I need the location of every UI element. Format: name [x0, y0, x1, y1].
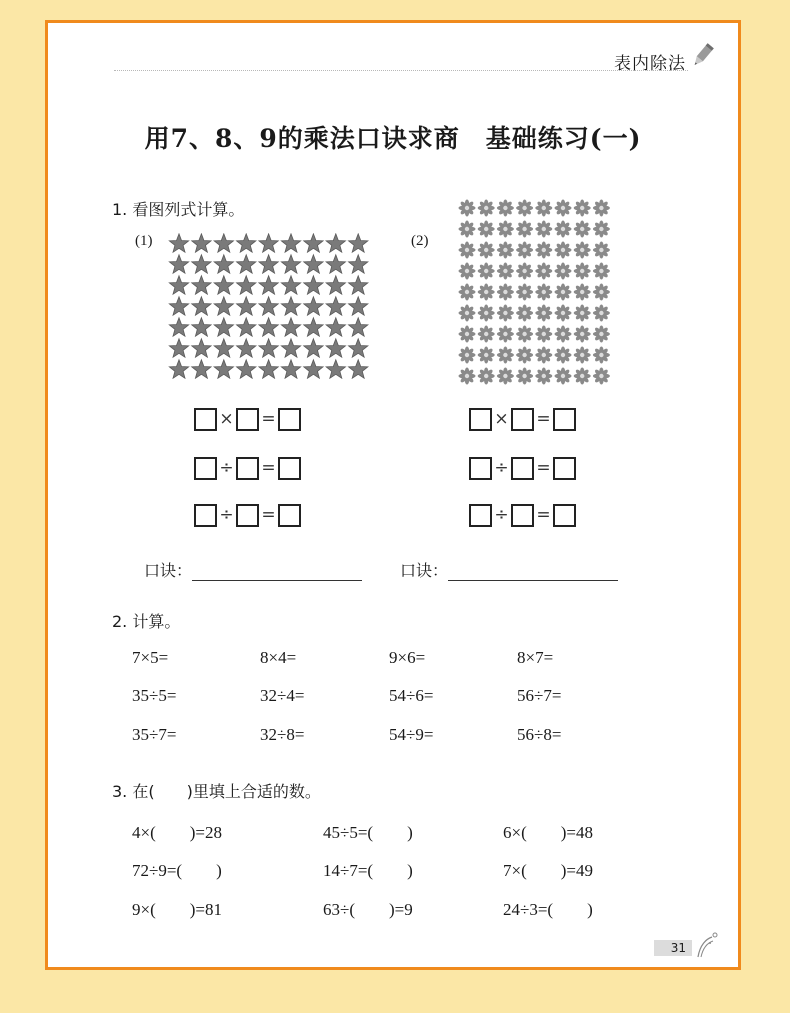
answer-box[interactable] [236, 457, 259, 480]
calc-item: 9×6= [389, 648, 426, 667]
flower-icon [555, 242, 572, 259]
answer-box[interactable] [469, 457, 492, 480]
star-icon [259, 255, 278, 273]
answer-box[interactable] [511, 457, 534, 480]
flower-icon [459, 284, 476, 301]
star-icon [349, 255, 368, 273]
flower-icon [574, 284, 591, 301]
star-icon [214, 234, 233, 252]
star-icon [349, 297, 368, 315]
equation-row [194, 502, 301, 528]
answer-box[interactable] [553, 408, 576, 431]
fill-blank-item: 6×( )=48 [503, 823, 593, 842]
fill-blank-item: 7×( )=49 [503, 861, 593, 880]
fill-blank-item: 4×( )=28 [132, 823, 222, 842]
flower-icon [593, 242, 610, 259]
operator: × [494, 409, 509, 429]
star-icon [169, 339, 188, 357]
flower-icon [459, 305, 476, 322]
star-icon [349, 360, 368, 378]
fill-blank-item: 9×( )=81 [132, 900, 222, 919]
star-icon [169, 297, 188, 315]
pencil-icon [690, 41, 716, 69]
koujue-label: 口诀： [144, 561, 193, 580]
flower-icon [574, 242, 591, 259]
star-icon [192, 339, 211, 357]
answer-box[interactable] [278, 408, 301, 431]
flower-icon [593, 263, 610, 280]
flower-icon [497, 263, 514, 280]
fill-blank-item: 14÷7=( ) [323, 861, 413, 880]
operator: ÷ [219, 505, 234, 525]
flower-icon [593, 221, 610, 238]
operator: ÷ [219, 458, 234, 478]
flower-icon [555, 368, 572, 385]
equals-sign: = [536, 409, 551, 429]
flower-grid [458, 199, 613, 389]
flower-icon [593, 368, 610, 385]
fill-blank-item: 63÷( )=9 [323, 900, 413, 919]
flower-icon [497, 242, 514, 259]
q1-heading: 1. 看图列式计算。 [112, 200, 245, 219]
flower-icon [478, 263, 495, 280]
fill-blank-item: 45÷5=( ) [323, 823, 413, 842]
flower-icon [478, 284, 495, 301]
answer-box[interactable] [236, 408, 259, 431]
flower-icon [459, 221, 476, 238]
star-icon [326, 360, 345, 378]
operator: ÷ [494, 505, 509, 525]
star-grid [168, 233, 370, 379]
flower-icon [516, 347, 533, 364]
flower-icon [574, 263, 591, 280]
flower-icon [516, 221, 533, 238]
star-icon [214, 297, 233, 315]
flower-icon [555, 284, 572, 301]
page-title: 用7、8、9的乘法口诀求商 基础练习(一) [144, 124, 642, 153]
koujue-answer-line[interactable] [448, 564, 618, 581]
calc-item: 56÷7= [517, 686, 562, 705]
flower-icon [497, 368, 514, 385]
star-icon [304, 276, 323, 294]
flower-icon [555, 263, 572, 280]
flower-icon [459, 200, 476, 217]
star-icon [259, 297, 278, 315]
q1-part2-label: (2) [411, 233, 429, 249]
flower-icon [535, 347, 552, 364]
star-icon [281, 339, 300, 357]
star-icon [214, 339, 233, 357]
flower-icon [593, 326, 610, 343]
star-icon [259, 234, 278, 252]
star-icon [237, 339, 256, 357]
flower-icon [574, 326, 591, 343]
koujue-label: 口诀： [400, 561, 449, 580]
flower-icon [535, 221, 552, 238]
star-icon [281, 297, 300, 315]
calc-item: 8×7= [517, 648, 554, 667]
flower-icon [516, 200, 533, 217]
star-icon [349, 318, 368, 336]
star-icon [281, 360, 300, 378]
equation-row [194, 406, 301, 432]
header-divider [114, 70, 688, 71]
star-icon [304, 318, 323, 336]
flower-icon [516, 242, 533, 259]
star-icon [304, 360, 323, 378]
answer-box[interactable] [278, 504, 301, 527]
flower-icon [535, 284, 552, 301]
star-icon [326, 339, 345, 357]
flower-icon [535, 200, 552, 217]
operator: ÷ [494, 458, 509, 478]
equals-sign: = [536, 458, 551, 478]
flower-icon [478, 242, 495, 259]
star-icon [349, 276, 368, 294]
fill-blank-item: 72÷9=( ) [132, 861, 222, 880]
star-icon [326, 276, 345, 294]
swirl-icon [694, 931, 720, 959]
star-icon [214, 276, 233, 294]
flower-icon [459, 263, 476, 280]
star-icon [192, 318, 211, 336]
flower-icon [535, 368, 552, 385]
answer-box[interactable] [469, 408, 492, 431]
star-icon [237, 297, 256, 315]
star-icon [214, 255, 233, 273]
star-icon [259, 339, 278, 357]
equals-sign: = [261, 458, 276, 478]
star-icon [169, 360, 188, 378]
equation-row [469, 502, 576, 528]
calc-item: 56÷8= [517, 725, 562, 744]
star-icon [326, 234, 345, 252]
star-icon [237, 234, 256, 252]
star-icon [169, 318, 188, 336]
star-icon [304, 255, 323, 273]
flower-icon [574, 368, 591, 385]
answer-box[interactable] [511, 408, 534, 431]
koujue-answer-line[interactable] [192, 564, 362, 581]
star-icon [326, 297, 345, 315]
flower-icon [497, 200, 514, 217]
star-icon [259, 318, 278, 336]
answer-box[interactable] [194, 457, 217, 480]
star-icon [259, 360, 278, 378]
flower-icon [535, 242, 552, 259]
star-icon [281, 234, 300, 252]
flower-icon [478, 221, 495, 238]
flower-icon [535, 326, 552, 343]
flower-icon [478, 305, 495, 322]
flower-icon [478, 347, 495, 364]
flower-icon [497, 221, 514, 238]
calc-item: 54÷6= [389, 686, 434, 705]
flower-icon [593, 284, 610, 301]
flower-icon [459, 326, 476, 343]
calc-item: 7×5= [132, 648, 169, 667]
koujue-right [400, 558, 618, 581]
flower-icon [478, 200, 495, 217]
star-icon [237, 255, 256, 273]
answer-box[interactable] [194, 504, 217, 527]
flower-icon [555, 326, 572, 343]
star-icon [281, 255, 300, 273]
flower-icon [593, 200, 610, 217]
star-icon [304, 234, 323, 252]
star-icon [169, 234, 188, 252]
star-icon [237, 276, 256, 294]
flower-icon [478, 326, 495, 343]
flower-icon [516, 368, 533, 385]
flower-icon [459, 368, 476, 385]
star-icon [259, 276, 278, 294]
star-icon [237, 318, 256, 336]
equals-sign: = [261, 505, 276, 525]
star-icon [281, 318, 300, 336]
flower-icon [574, 221, 591, 238]
flower-icon [535, 263, 552, 280]
flower-icon [555, 305, 572, 322]
calc-item: 54÷9= [389, 725, 434, 744]
q3-heading: 3. 在( )里填上合适的数。 [112, 782, 321, 801]
koujue-left [144, 558, 362, 581]
flower-icon [459, 347, 476, 364]
flower-icon [574, 200, 591, 217]
worksheet-page [45, 20, 741, 970]
answer-box[interactable] [278, 457, 301, 480]
flower-icon [459, 242, 476, 259]
flower-icon [574, 347, 591, 364]
answer-box[interactable] [469, 504, 492, 527]
answer-box[interactable] [194, 408, 217, 431]
equals-sign: = [261, 409, 276, 429]
flower-icon [516, 305, 533, 322]
equation-row [194, 455, 301, 481]
flower-icon [516, 263, 533, 280]
flower-icon [555, 200, 572, 217]
section-header: 表内除法 [614, 54, 686, 74]
star-icon [192, 255, 211, 273]
answer-box[interactable] [511, 504, 534, 527]
page-number: 31 [654, 940, 692, 956]
star-icon [349, 234, 368, 252]
star-icon [281, 276, 300, 294]
star-icon [304, 339, 323, 357]
calc-item: 35÷7= [132, 725, 177, 744]
star-icon [326, 318, 345, 336]
flower-icon [535, 305, 552, 322]
equation-row [469, 455, 576, 481]
star-icon [192, 297, 211, 315]
star-icon [214, 318, 233, 336]
flower-icon [497, 305, 514, 322]
star-icon [192, 276, 211, 294]
flower-icon [555, 347, 572, 364]
flower-icon [497, 284, 514, 301]
operator: × [219, 409, 234, 429]
flower-icon [497, 347, 514, 364]
equals-sign: = [536, 505, 551, 525]
answer-box[interactable] [236, 504, 259, 527]
calc-item: 32÷4= [260, 686, 305, 705]
star-icon [326, 255, 345, 273]
star-icon [237, 360, 256, 378]
flower-icon [516, 326, 533, 343]
flower-icon [555, 221, 572, 238]
star-icon [192, 360, 211, 378]
star-icon [304, 297, 323, 315]
answer-box[interactable] [553, 504, 576, 527]
flower-icon [574, 305, 591, 322]
q2-heading: 2. 计算。 [112, 612, 181, 631]
star-icon [192, 234, 211, 252]
equation-row [469, 406, 576, 432]
flower-icon [593, 347, 610, 364]
fill-blank-item: 24÷3=( ) [503, 900, 593, 919]
star-icon [169, 255, 188, 273]
flower-icon [593, 305, 610, 322]
calc-item: 8×4= [260, 648, 297, 667]
star-icon [349, 339, 368, 357]
calc-item: 35÷5= [132, 686, 177, 705]
flower-icon [497, 326, 514, 343]
calc-item: 32÷8= [260, 725, 305, 744]
answer-box[interactable] [553, 457, 576, 480]
flower-icon [516, 284, 533, 301]
star-icon [169, 276, 188, 294]
q1-part1-label: (1) [135, 233, 153, 249]
star-icon [214, 360, 233, 378]
flower-icon [478, 368, 495, 385]
